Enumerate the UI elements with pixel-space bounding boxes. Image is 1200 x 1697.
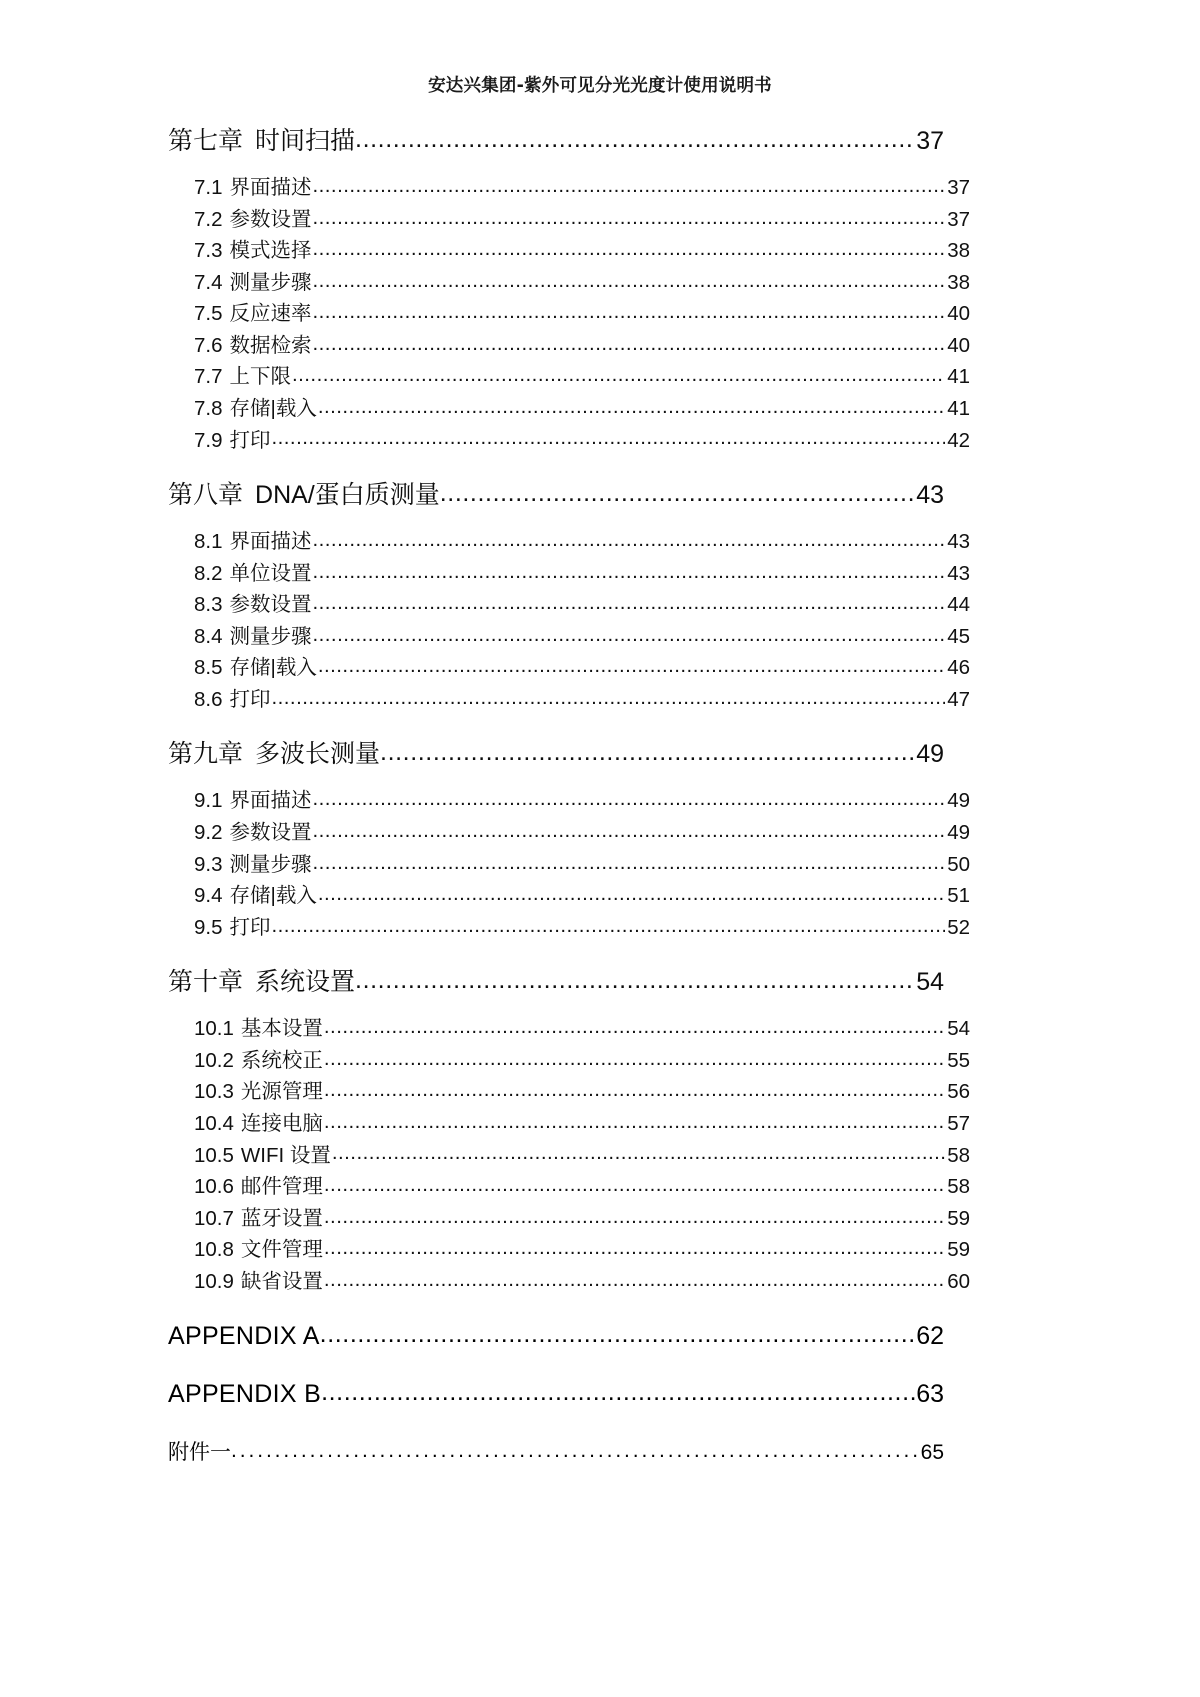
toc-dot-leader — [324, 1276, 945, 1297]
toc-entry-number: 9.3 — [194, 852, 223, 876]
toc-dot-leader — [313, 214, 946, 235]
toc-entry-page-number: 57 — [947, 1111, 970, 1135]
toc-entry-title: 打印 — [229, 687, 271, 711]
table-of-contents — [168, 127, 970, 1468]
toc-dot-leader — [313, 182, 946, 203]
toc-entry-section[interactable] — [194, 817, 970, 849]
toc-entry-page-number: 38 — [947, 239, 970, 263]
toc-dot-leader — [324, 1086, 945, 1107]
toc-entry-title: 蓝牙设置 — [240, 1206, 323, 1230]
toc-dot-leader — [313, 340, 946, 361]
toc-dot-leader — [324, 1244, 945, 1265]
toc-entry-page-number: 56 — [947, 1080, 970, 1104]
toc-entry-page-number: 37 — [947, 176, 970, 199]
toc-dot-leader — [320, 1330, 917, 1355]
toc-entry-page-number: 65 — [920, 1441, 944, 1465]
toc-entry-title: 界面描述 — [229, 789, 312, 813]
toc-entry-title: APPENDIX A — [168, 1322, 320, 1351]
toc-entry-label — [194, 817, 313, 849]
toc-dot-leader — [380, 748, 914, 773]
toc-entry-number: 9.4 — [194, 884, 223, 908]
toc-entry-section[interactable] — [194, 849, 970, 881]
toc-entry-section[interactable] — [194, 880, 970, 912]
toc-entry-number: 10.6 — [194, 1175, 234, 1199]
toc-entry-title: 反应速率 — [229, 302, 312, 326]
toc-entry-label — [168, 1439, 231, 1466]
toc-entry-label — [168, 1381, 321, 1407]
toc-entry-section[interactable] — [194, 172, 970, 204]
toc-entry-number: 第十章 — [168, 968, 244, 997]
toc-entry-page-number: 44 — [947, 593, 970, 617]
toc-entry-section[interactable] — [194, 330, 970, 362]
toc-entry-section[interactable] — [194, 589, 970, 621]
toc-entry-title: 附件一 — [168, 1441, 231, 1465]
toc-dot-leader — [313, 631, 946, 652]
toc-dot-leader — [318, 890, 945, 911]
toc-entry-section[interactable] — [194, 1013, 970, 1045]
toc-entry-appendix[interactable] — [168, 1323, 944, 1355]
toc-entry-page-number: 46 — [947, 656, 970, 680]
toc-entry-label — [194, 425, 272, 457]
toc-dot-leader — [355, 135, 914, 160]
toc-dot-leader — [313, 536, 946, 557]
toc-entry-number: 10.9 — [194, 1269, 234, 1293]
toc-entry-label — [194, 393, 318, 425]
toc-entry-appendix[interactable] — [168, 1381, 944, 1413]
toc-dot-leader — [272, 922, 946, 943]
toc-entry-title: 邮件管理 — [240, 1175, 323, 1199]
toc-entry-number: 第七章 — [168, 127, 244, 155]
toc-entry-title: 上下限 — [229, 365, 291, 389]
toc-entry-number: 7.3 — [194, 239, 223, 263]
toc-entry-title: DNA/蛋白质测量 — [255, 481, 440, 510]
toc-entry-page-number: 43 — [916, 481, 944, 510]
toc-entry-number: 7.6 — [194, 333, 223, 357]
toc-dot-leader — [313, 245, 946, 266]
toc-entry-attachment[interactable] — [168, 1439, 944, 1468]
toc-entry-label — [194, 1266, 324, 1298]
toc-entry-number: 9.1 — [194, 789, 223, 813]
toc-entry-label — [194, 849, 313, 881]
toc-entry-section[interactable] — [194, 267, 970, 299]
toc-entry-title: 参数设置 — [229, 821, 312, 844]
toc-entry-page-number: 63 — [916, 1380, 944, 1409]
toc-entry-title: 测量步骤 — [229, 624, 312, 648]
toc-entry-chapter[interactable] — [168, 128, 944, 160]
toc-dot-leader — [324, 1055, 945, 1076]
toc-entry-section[interactable] — [194, 1108, 970, 1140]
toc-entry-section[interactable] — [194, 298, 970, 330]
toc-entry-page-number: 54 — [947, 1017, 970, 1041]
toc-entry-title: 打印 — [229, 915, 271, 939]
toc-entry-label — [194, 912, 272, 944]
toc-dot-leader — [332, 1150, 945, 1171]
toc-entry-label — [194, 684, 272, 716]
toc-entry-title: 模式选择 — [229, 239, 312, 263]
toc-entry-title: 系统设置 — [255, 968, 356, 997]
toc-entry-section[interactable] — [194, 1076, 970, 1108]
toc-dot-leader — [318, 662, 945, 683]
toc-entry-page-number: 49 — [947, 789, 970, 813]
toc-entry-title: APPENDIX B — [168, 1380, 322, 1409]
toc-entry-label — [194, 558, 313, 590]
toc-entry-label — [194, 1203, 324, 1235]
toc-entry-label — [194, 235, 313, 267]
toc-entry-label — [168, 1323, 320, 1349]
toc-entry-number: 9.2 — [194, 821, 223, 844]
toc-dot-leader — [313, 599, 946, 620]
toc-entry-title: 存储|载入 — [229, 884, 317, 908]
toc-entry-title: 测量步骤 — [229, 270, 312, 294]
toc-dot-leader — [324, 1213, 945, 1234]
toc-dot-leader — [313, 277, 946, 298]
toc-dot-leader — [324, 1023, 945, 1044]
toc-dot-leader — [231, 1447, 921, 1468]
toc-entry-number: 8.4 — [194, 624, 223, 648]
toc-entry-label — [194, 298, 313, 330]
toc-entry-title: 连接电脑 — [240, 1111, 323, 1135]
toc-entry-number: 10.3 — [194, 1080, 234, 1104]
toc-entry-number: 7.9 — [194, 428, 223, 452]
toc-entry-section[interactable] — [194, 526, 970, 558]
toc-entry-title: 文件管理 — [240, 1238, 323, 1262]
toc-entry-page-number: 41 — [947, 396, 970, 420]
toc-entry-title: 数据检索 — [229, 333, 312, 357]
toc-dot-leader — [313, 308, 946, 329]
toc-entry-label — [194, 785, 313, 817]
toc-entry-title: 光源管理 — [240, 1080, 323, 1104]
toc-entry-number: 8.1 — [194, 530, 223, 554]
toc-entry-page-number: 55 — [947, 1048, 970, 1072]
toc-entry-number: 10.4 — [194, 1111, 234, 1135]
toc-entry-label — [194, 1140, 332, 1172]
toc-entry-page-number: 40 — [947, 333, 970, 357]
toc-dot-leader — [324, 1181, 945, 1202]
toc-entry-page-number: 42 — [947, 428, 970, 452]
toc-entry-label — [194, 880, 318, 912]
toc-entry-label — [194, 652, 318, 684]
toc-entry-title: 缺省设置 — [240, 1269, 323, 1293]
toc-entry-label — [194, 621, 313, 653]
toc-entry-page-number: 47 — [947, 687, 970, 711]
toc-entry-page-number: 58 — [947, 1143, 970, 1167]
toc-entry-title: 参数设置 — [229, 593, 312, 617]
toc-entry-section[interactable] — [194, 1171, 970, 1203]
toc-entry-page-number: 62 — [916, 1322, 944, 1351]
toc-entry-section[interactable] — [194, 393, 970, 425]
toc-entry-title: 测量步骤 — [229, 852, 312, 876]
toc-entry-number: 10.1 — [194, 1017, 234, 1041]
toc-entry-label — [194, 361, 292, 393]
toc-entry-title: 多波长测量 — [255, 740, 381, 769]
toc-entry-label — [168, 482, 440, 508]
toc-entry-label — [168, 969, 355, 995]
toc-dot-leader — [318, 403, 945, 424]
toc-dot-leader — [313, 568, 946, 589]
toc-dot-leader — [272, 435, 946, 456]
toc-entry-title: 界面描述 — [229, 176, 312, 199]
toc-entry-section[interactable] — [194, 652, 970, 684]
toc-entry-page-number: 52 — [947, 915, 970, 939]
toc-entry-label — [194, 204, 313, 236]
toc-dot-leader — [272, 694, 946, 715]
toc-entry-page-number: 49 — [947, 821, 970, 844]
toc-entry-section[interactable] — [194, 1045, 970, 1077]
toc-dot-leader — [292, 371, 945, 392]
toc-entry-page-number: 58 — [947, 1175, 970, 1199]
toc-entry-section[interactable] — [194, 912, 970, 944]
toc-entry-number: 10.8 — [194, 1238, 234, 1262]
toc-dot-leader — [313, 827, 946, 848]
toc-entry-number: 第八章 — [168, 481, 244, 510]
toc-entry-page-number: 41 — [947, 365, 970, 389]
toc-entry-number: 第九章 — [168, 740, 244, 769]
toc-entry-title: 时间扫描 — [255, 127, 356, 155]
toc-entry-section[interactable] — [194, 1266, 970, 1298]
toc-entry-section[interactable] — [194, 235, 970, 267]
toc-entry-label — [194, 526, 313, 558]
toc-entry-section[interactable] — [194, 204, 970, 236]
toc-entry-section[interactable] — [194, 1234, 970, 1266]
toc-entry-page-number: 59 — [947, 1238, 970, 1262]
toc-entry-page-number: 43 — [947, 561, 970, 585]
toc-entry-number: 8.5 — [194, 656, 223, 680]
toc-entry-label — [194, 1234, 324, 1266]
toc-entry-chapter[interactable] — [168, 482, 944, 514]
toc-entry-section[interactable] — [194, 425, 970, 457]
toc-dot-leader — [440, 489, 914, 514]
toc-entry-number: 8.3 — [194, 593, 223, 617]
toc-entry-label — [194, 1045, 324, 1077]
toc-entry-section[interactable] — [194, 621, 970, 653]
toc-entry-label — [194, 1171, 324, 1203]
toc-entry-page-number: 37 — [916, 127, 944, 155]
toc-entry-number: 10.7 — [194, 1206, 234, 1230]
toc-entry-label — [194, 1108, 324, 1140]
toc-entry-label — [194, 589, 313, 621]
toc-entry-section[interactable] — [194, 684, 970, 716]
toc-entry-title: 界面描述 — [229, 530, 312, 554]
toc-entry-number: 8.2 — [194, 561, 223, 585]
toc-entry-title: 单位设置 — [229, 561, 312, 585]
toc-dot-leader — [324, 1118, 945, 1139]
toc-entry-page-number: 40 — [947, 302, 970, 326]
toc-entry-section[interactable] — [194, 1140, 970, 1172]
page-header-title: 安达兴集团-紫外可见分光光度计使用说明书 — [428, 76, 772, 96]
toc-entry-page-number: 49 — [916, 740, 944, 769]
toc-entry-number: 10.2 — [194, 1048, 234, 1072]
toc-dot-leader — [313, 795, 946, 816]
toc-entry-number: 7.8 — [194, 396, 223, 420]
toc-entry-number: 7.1 — [194, 176, 223, 199]
toc-entry-page-number: 43 — [947, 530, 970, 554]
toc-entry-page-number: 37 — [947, 207, 970, 231]
toc-entry-page-number: 59 — [947, 1206, 970, 1230]
toc-entry-page-number: 60 — [947, 1269, 970, 1293]
toc-entry-title: 打印 — [229, 428, 271, 452]
toc-entry-number: 7.2 — [194, 207, 223, 231]
toc-dot-leader — [313, 859, 946, 880]
toc-dot-leader — [355, 976, 914, 1001]
toc-entry-chapter[interactable] — [168, 741, 944, 773]
toc-entry-label — [194, 267, 313, 299]
toc-entry-label — [194, 330, 313, 362]
toc-entry-title: 存储|载入 — [229, 396, 317, 420]
toc-entry-label — [194, 1013, 324, 1045]
toc-entry-title: WIFI 设置 — [240, 1143, 331, 1167]
toc-entry-page-number: 38 — [947, 270, 970, 294]
toc-entry-section[interactable] — [194, 785, 970, 817]
toc-entry-number: 9.5 — [194, 915, 223, 939]
toc-entry-label — [168, 128, 355, 154]
toc-entry-page-number: 51 — [947, 884, 970, 908]
toc-entry-label — [168, 741, 380, 767]
toc-entry-title: 系统校正 — [240, 1048, 323, 1072]
toc-entry-page-number: 50 — [947, 852, 970, 876]
toc-entry-chapter[interactable] — [168, 969, 944, 1001]
toc-entry-number: 7.7 — [194, 365, 223, 389]
toc-entry-number: 8.6 — [194, 687, 223, 711]
toc-dot-leader — [321, 1388, 916, 1413]
toc-entry-number: 7.4 — [194, 270, 223, 294]
toc-entry-section[interactable] — [194, 1203, 970, 1235]
toc-entry-label — [194, 172, 313, 204]
toc-entry-title: 基本设置 — [240, 1017, 323, 1041]
toc-entry-section[interactable] — [194, 558, 970, 590]
toc-entry-page-number: 45 — [947, 624, 970, 648]
toc-entry-title: 存储|载入 — [229, 656, 317, 680]
toc-entry-section[interactable] — [194, 361, 970, 393]
toc-entry-number: 10.5 — [194, 1143, 234, 1167]
toc-entry-label — [194, 1076, 324, 1108]
toc-entry-title: 参数设置 — [229, 207, 312, 231]
toc-entry-number: 7.5 — [194, 302, 223, 326]
toc-entry-page-number: 54 — [916, 968, 944, 997]
